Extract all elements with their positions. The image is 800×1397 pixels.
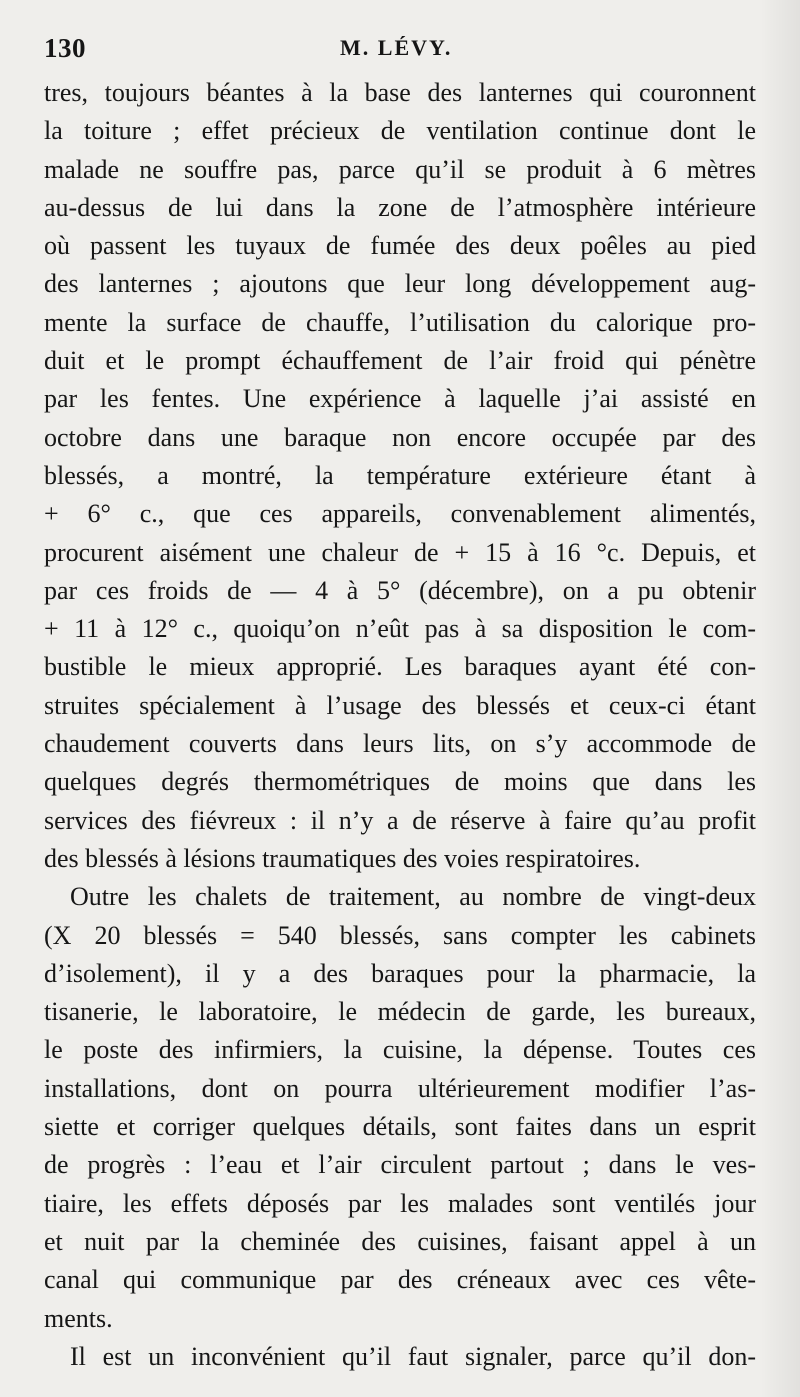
text-line: duit et le prompt échauffement de l’air froid qui pénètre xyxy=(44,346,756,376)
running-head-author: M. LÉVY. xyxy=(340,35,453,60)
text-line: au-dessus de lui dans la zone de l’atmosphère intérieure xyxy=(44,192,756,222)
text-line: canal qui communique par des créneaux avec ces vête- xyxy=(44,1265,756,1295)
body-text xyxy=(44,74,756,1376)
text-line: installations, dont on pourra ultérieurement modifier l’as- xyxy=(44,1073,756,1103)
text-line: octobre dans une baraque non encore occupée par des xyxy=(44,422,756,452)
text-line: siette et corriger quelques détails, sont faites dans un esprit xyxy=(44,1112,756,1142)
text-line: chaudement couverts dans leurs lits, on s’y accommode de xyxy=(44,729,756,759)
text-line: (X 20 blessés = 540 blessés, sans compter les cabinets xyxy=(44,920,756,950)
text-line: Outre les chalets de traitement, au nombre de vingt-deux xyxy=(70,882,756,912)
text-line: bustible le mieux approprié. Les baraques ayant été con- xyxy=(44,652,756,682)
text-line: struites spécialement à l’usage des blessés et ceux-ci étant xyxy=(44,690,756,720)
text-line: des lanternes ; ajoutons que leur long développement aug- xyxy=(44,269,756,299)
text-line: quelques degrés thermométriques de moins que dans les xyxy=(44,767,756,797)
page-edge-shadow xyxy=(760,0,800,1397)
text-line: + 6° c., que ces appareils, convenablement alimentés, xyxy=(44,499,756,529)
text-line: mente la surface de chauffe, l’utilisation du calorique pro- xyxy=(44,307,756,337)
text-line: des blessés à lésions traumatiques des voies respiratoires. xyxy=(44,843,641,873)
text-line: tres, toujours béantes à la base des lanternes qui couronnent xyxy=(44,78,756,107)
text-line: tiaire, les effets déposés par les malades sont ventilés jour xyxy=(44,1188,756,1218)
running-head xyxy=(44,33,764,69)
page-number: 130 xyxy=(44,33,86,63)
text-line: blessés, a montré, la température extérieure étant à xyxy=(44,460,756,490)
text-line: tisanerie, le laboratoire, le médecin de garde, les bureaux, xyxy=(44,997,756,1027)
text-line: malade ne souffre pas, parce qu’il se produit à 6 mètres xyxy=(44,154,756,184)
text-line: + 11 à 12° c., quoiqu’on n’eût pas à sa disposition le com- xyxy=(44,614,756,644)
text-line: où passent les tuyaux de fumée des deux poêles au pied xyxy=(44,231,756,261)
text-line: de progrès : l’eau et l’air circulent partout ; dans le ves- xyxy=(44,1150,756,1180)
text-line: le poste des infirmiers, la cuisine, la dépense. Toutes ces xyxy=(44,1035,756,1065)
text-line: par les fentes. Une expérience à laquelle j’ai assisté en xyxy=(44,384,756,414)
text-line: procurent aisément une chaleur de + 15 à 16 °c. Depuis, et xyxy=(44,537,756,567)
text-line: la toiture ; effet précieux de ventilation continue dont le xyxy=(44,116,756,146)
text-line: ments. xyxy=(44,1303,113,1333)
text-line: et nuit par la cheminée des cuisines, faisant appel à un xyxy=(44,1226,756,1256)
text-line: par ces froids de — 4 à 5° (décembre), on a pu obtenir xyxy=(44,575,756,605)
text-line: d’isolement), il y a des baraques pour la pharmacie, la xyxy=(44,958,756,988)
text-line: services des fiévreux : il n’y a de réserve à faire qu’au profit xyxy=(44,805,756,835)
text-line: Il est un inconvénient qu’il faut signaler, parce qu’il don- xyxy=(70,1341,756,1371)
